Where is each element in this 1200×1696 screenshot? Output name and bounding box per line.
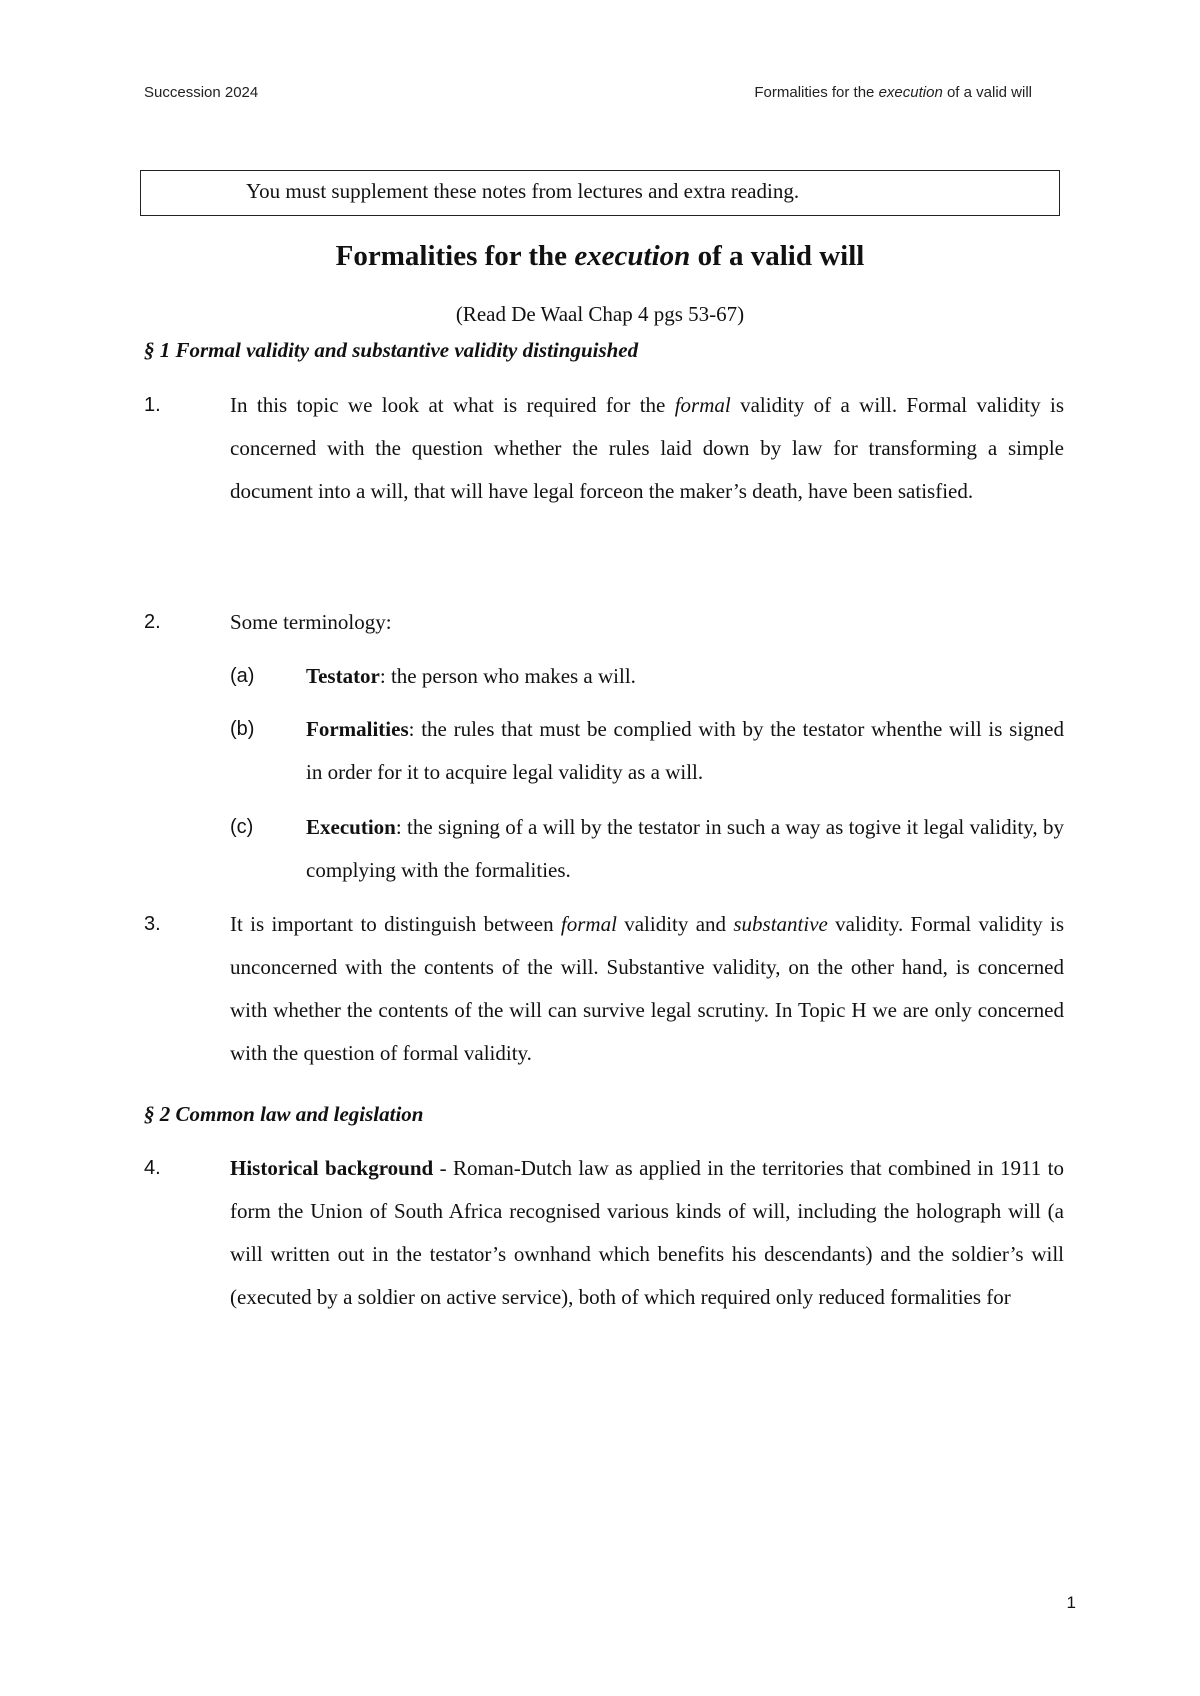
paragraph-number: 3. <box>144 913 161 935</box>
subitem-c <box>230 806 1064 892</box>
paragraph-text: It is important to distinguish between formal validity and substantive validity. Formal validity is unconcerned with the contents of the will. Substantive validity, on the other hand, is concerned with whether the contents of the will can survive legal scrutiny. In Topic H we are only concerned with the question of formal validity. <box>230 912 1065 1065</box>
paragraph-3 <box>144 903 1064 1075</box>
paragraph-number: 4. <box>144 1157 161 1179</box>
reading-reference: (Read De Waal Chap 4 pgs 53-67) <box>455 302 745 326</box>
paragraph-1 <box>144 384 1064 513</box>
subitem-text: Formalities: the rules that must be complied with by the testator whenthe will is signed in order for it to acquire legal validity as a will. <box>306 717 1064 784</box>
paragraph-2 <box>144 601 1064 644</box>
header-course: Succession 2024 <box>144 84 259 101</box>
subitem-a <box>230 655 1064 698</box>
subitem-label: (c) <box>230 816 254 838</box>
page-title: Formalities for the execution of a valid will <box>335 240 865 272</box>
subitem-text: Testator: the person who makes a will. <box>306 664 636 688</box>
notice-box <box>140 170 1060 216</box>
paragraph-4 <box>144 1147 1064 1319</box>
paragraph-text: Historical background - Roman-Dutch law as applied in the territories that combined in 1911 to form the Union of South Africa recognised various kinds of will, including the holograph will (a will written out in the testator’s ownhand which benefits his descendants) and the soldier’s will (executed by a soldier on active service), both of which required only reduced formalities for <box>230 1156 1064 1309</box>
section-heading-2: § 2 Common law and legislation <box>144 1102 424 1126</box>
subitem-text: Execution: the signing of a will by the testator in such a way as togive it legal validity, by complying with the formalities. <box>306 815 1064 882</box>
notice-text: You must supplement these notes from lectures and extra reading. <box>246 179 800 203</box>
paragraph-number: 1. <box>144 394 161 416</box>
page-number: 1 <box>1066 1593 1076 1612</box>
paragraph-text: In this topic we look at what is required for the formal validity of a will. Formal validity is concerned with the question whether the rules laid down by law for transforming a simple document into a will, that will have legal forceon the maker’s death, have been satisfied. <box>230 393 1064 503</box>
subitem-label: (b) <box>230 718 255 740</box>
section-heading-1: § 1 Formal validity and substantive validity distinguished <box>144 338 639 362</box>
subitem-b <box>230 708 1064 794</box>
subitem-label: (a) <box>230 665 255 687</box>
paragraph-text: Some terminology: <box>230 610 392 634</box>
header-topic: Formalities for the execution of a valid will <box>754 84 1032 101</box>
paragraph-number: 2. <box>144 611 161 633</box>
